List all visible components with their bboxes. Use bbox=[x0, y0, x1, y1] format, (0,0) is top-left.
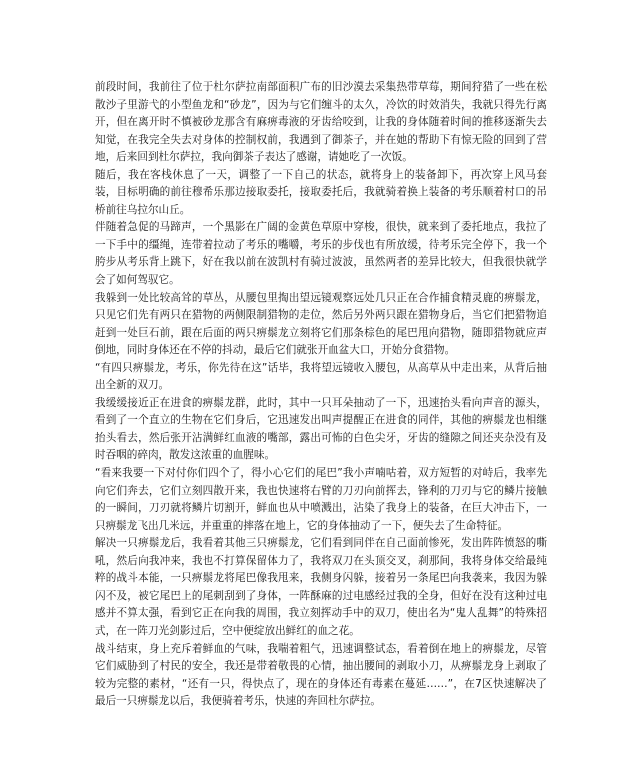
paragraph: “有四只痹鬃龙，考乐，你先待在这”话毕，我将望远镜收入腰包，从高草从中走出来，从背后抽出全新的双刀。 bbox=[95, 361, 547, 392]
paragraph: 解决一只痹鬃龙后，我看着其他三只痹鬃龙，它们看到同伴在自己面前惨死，发出阵阵愤怒的嘶吼，然后向我冲来，我也不打算保留体力了，我将双刀在头顶交叉，刹那间，我将身体交给最纯粹的战斗本能，一只痹鬃龙将尾巴像我甩来，我侧身闪躲，接着另一条尾巴向我袭来，我因为躲闪不及，被它尾巴上的尾刺刮到了身体，一阵酥麻的过电感经过我的全身，但好在没有这种过电感并不算太强，看到它正在向我的周围，我立刻挥动手中的双刀，使出名为“鬼人乱舞”的特殊招式，在一阵刀光剑影过后，空中便绽放出鲜红的血之花。 bbox=[95, 537, 547, 637]
paragraph: 我躲到一处比较高耸的草丛，从腰包里掏出望远镜观察远处几只正在合作捕食精灵鹿的痹鬃龙，只见它们先有两只在猎物的两侧限制猎物的走位，然后另外两只跟在猎物身后，当它们把猎物追赶到一处巨石前，跟在后面的两只痹鬃龙立刻将它们那条棕色的尾巴甩向猎物，随即猎物就应声倒地，同时身体还在不停的抖动，最后它们就张开血盆大口，开始分食猎物。 bbox=[95, 291, 547, 357]
paragraph: 战斗结束，身上充斥着鲜血的气味，我喘着粗气，迅速调整试态，看着倒在地上的痹鬃龙，尽管它们威胁到了村民的安全，我还是带着敬畏的心情，抽出腰间的剥取小刀，从痹鬃龙身上剥取了较为完整的素材，“还有一只，得快点了，现在的身体还有毒素在蔓延……”，在7区快速解决了最后一只痹鬃龙以后，我便骑着考乐，快速的奔回杜尔萨拉。 bbox=[95, 642, 547, 708]
document-body bbox=[95, 79, 547, 711]
paragraph: 随后，我在客栈休息了一天，调整了一下自己的状态，就将身上的装备卸下，再次穿上风马套装，目标明确的前往穆希乐那边接取委托，接取委托后，我就骑着换上装备的考乐顺着村口的吊桥前往乌拉尔山丘。 bbox=[95, 168, 547, 216]
paragraph: “看来我要一下对付你们四个了，得小心它们的尾巴”我小声喃咕着，双方短暂的对峙后，我率先向它们奔去，它们立刻四散开来，我也快速将右臂的刀刃向前挥去，锋利的刀刃与它的鳞片接触的一瞬间，刀刃就将鳞片切割开，鲜血也从中喷溅出，沾染了我身上的装备，在巨大冲击下，一只痹鬃龙飞出几米远，并重重的摔落在地上，它的身体抽动了一下，便失去了生命特征。 bbox=[95, 467, 547, 532]
paragraph: 前段时间，我前往了位于杜尔萨拉南部面积广布的旧沙漠去采集热带草莓，期间狩猎了一些在松散沙子里游弋的小型鱼龙和“砂龙”，因为与它们缠斗的太久，冷饮的时效消失，我就只得先行离开，但在离开时不慎被砂龙那含有麻痹毒液的牙齿给咬到，让我的身体随着时间的推移逐渐失去知觉，在我完全失去对身体的控制权前，我遇到了御茶子，并在她的帮助下有惊无险的回到了营地，后来回到杜尔萨拉，我向御茶子表达了感谢，请她吃了一次饭。 bbox=[95, 81, 547, 164]
paragraph: 我缓缓接近正在进食的痹鬃龙群，此时，其中一只耳朵抽动了一下，迅速抬头看向声音的源头，看到了一个直立的生物在它们身后，它迅速发出叫声提醒正在进食的同伴，其他的痹鬃龙也相继抬头看去，然后张开沾满鲜红血液的嘴部，露出可怖的白色尖牙，牙齿的缝隙之间还夹杂没有及时吞咽的碎肉，散发这浓重的血腥味。 bbox=[95, 396, 547, 462]
paragraph: 伴随着急促的马蹄声，一个黑影在广阔的金黄色草原中穿梭，很快，就来到了委托地点，我拉了一下手中的缰绳，连带着拉动了考乐的嘴嚼，考乐的步伐也有所放缓，待考乐完全停下，我一个胯步从考乐背上跳下，好在我以前在波凯村有骑过波波，虽然两者的差异比较大，但我很快就学会了如何驾驭它。 bbox=[95, 221, 547, 287]
